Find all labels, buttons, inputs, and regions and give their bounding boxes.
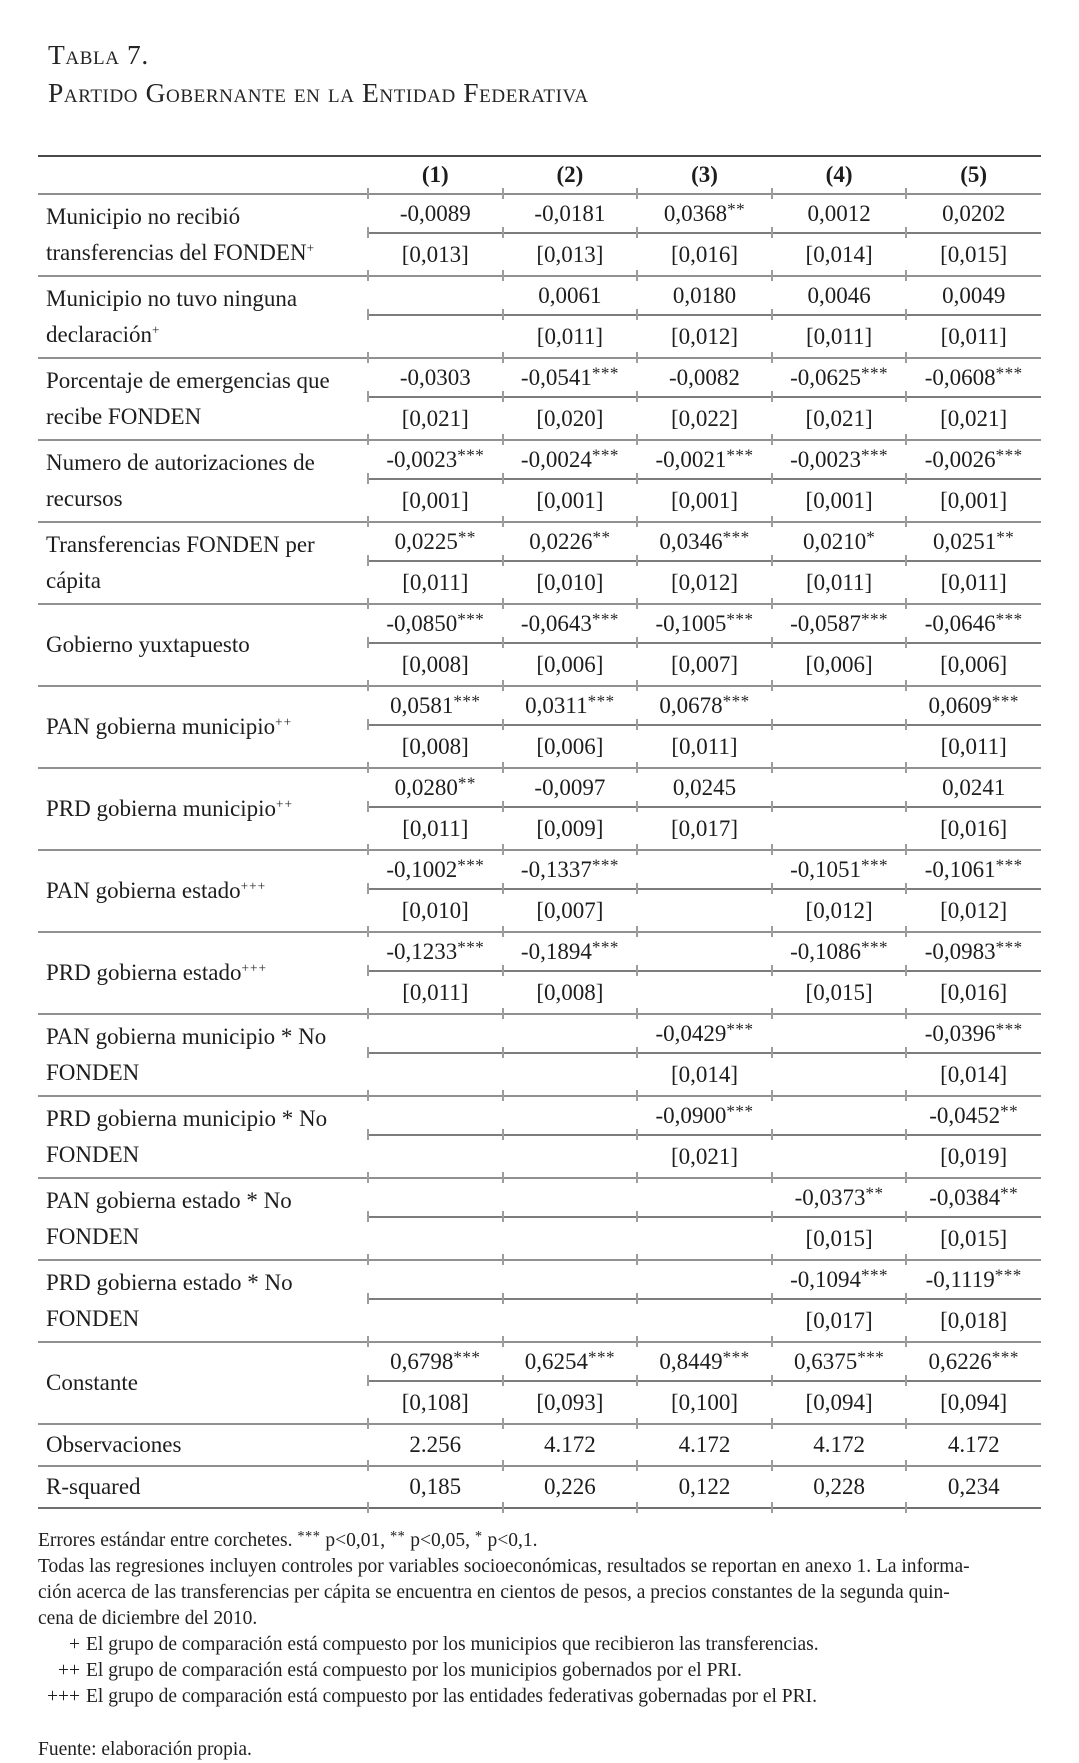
stderr-cell: [0,020] bbox=[503, 397, 638, 440]
significance-stars: * bbox=[866, 527, 876, 547]
coef-cell: 0,0180 bbox=[637, 276, 772, 315]
coefficient-row bbox=[38, 440, 1041, 479]
coef-cell: -0,0452** bbox=[906, 1096, 1041, 1135]
stderr-cell: [0,011] bbox=[906, 561, 1041, 604]
coef-cell: -0,1005*** bbox=[637, 604, 772, 643]
stderr-cell: [0,010] bbox=[503, 561, 638, 604]
summary-value-cell: 0,122 bbox=[637, 1466, 772, 1508]
significance-stars: *** bbox=[457, 445, 485, 465]
coef-cell: 0,0280** bbox=[368, 768, 503, 807]
coef-cell: -0,0429*** bbox=[637, 1014, 772, 1053]
significance-stars: *** bbox=[857, 1347, 885, 1367]
summary-value-cell: 0,226 bbox=[503, 1466, 638, 1508]
column-header-2: (2) bbox=[503, 156, 638, 194]
significance-stars: *** bbox=[591, 363, 619, 383]
significance-stars: *** bbox=[991, 691, 1019, 711]
stderr-cell: [0,013] bbox=[503, 233, 638, 276]
stderr-cell: [0,006] bbox=[906, 643, 1041, 686]
stderr-cell: [0,016] bbox=[906, 807, 1041, 850]
stderr-cell: [0,017] bbox=[637, 807, 772, 850]
stderr-cell bbox=[368, 1053, 503, 1096]
significance-stars: *** bbox=[726, 609, 754, 629]
stderr-cell: [0,001] bbox=[637, 479, 772, 522]
stderr-cell: [0,015] bbox=[772, 1217, 907, 1260]
stderr-cell: [0,021] bbox=[906, 397, 1041, 440]
coef-cell: 0,0241 bbox=[906, 768, 1041, 807]
significance-stars: *** bbox=[457, 937, 485, 957]
significance-stars: *** bbox=[591, 937, 619, 957]
significance-stars: *** bbox=[861, 609, 889, 629]
stderr-cell: [0,015] bbox=[772, 971, 907, 1014]
significance-stars: ** bbox=[1000, 1101, 1019, 1121]
coef-cell: -0,0023*** bbox=[772, 440, 907, 479]
row-label: Municipio no recibió transferencias del FONDEN+ bbox=[38, 194, 368, 276]
stderr-cell: [0,001] bbox=[772, 479, 907, 522]
coef-cell bbox=[503, 1178, 638, 1217]
coef-cell bbox=[772, 1014, 907, 1053]
significance-stars: *** bbox=[994, 1265, 1022, 1285]
row-label: Constante bbox=[38, 1342, 368, 1424]
stderr-cell: [0,008] bbox=[368, 643, 503, 686]
significance-stars: *** bbox=[861, 363, 889, 383]
coef-cell: 0,0581*** bbox=[368, 686, 503, 725]
row-label: PRD gobierna estado+++ bbox=[38, 932, 368, 1014]
coef-cell bbox=[368, 1014, 503, 1053]
stderr-cell: [0,012] bbox=[772, 889, 907, 932]
coef-cell: 0,6375*** bbox=[772, 1342, 907, 1381]
summary-value-cell: 2.256 bbox=[368, 1424, 503, 1466]
coef-cell: -0,0541*** bbox=[503, 358, 638, 397]
coef-cell: 0,0210* bbox=[772, 522, 907, 561]
label-superscript: ++ bbox=[275, 796, 294, 812]
significance-stars: *** bbox=[995, 445, 1023, 465]
coef-cell bbox=[772, 686, 907, 725]
stderr-cell: [0,100] bbox=[637, 1381, 772, 1424]
coef-cell: 0,0311*** bbox=[503, 686, 638, 725]
column-header-1: (1) bbox=[368, 156, 503, 194]
stderr-cell: [0,011] bbox=[368, 807, 503, 850]
significance-stars: ** bbox=[592, 527, 611, 547]
coef-cell bbox=[368, 1260, 503, 1299]
coef-cell: 0,0225** bbox=[368, 522, 503, 561]
significance-stars: *** bbox=[453, 1347, 481, 1367]
coef-cell: 0,0202 bbox=[906, 194, 1041, 233]
coef-cell: -0,1894*** bbox=[503, 932, 638, 971]
summary-value-cell: 4.172 bbox=[772, 1424, 907, 1466]
coef-cell: -0,1086*** bbox=[772, 932, 907, 971]
coef-cell: 0,0346*** bbox=[637, 522, 772, 561]
note-markers bbox=[38, 1632, 1041, 1710]
stderr-cell: [0,006] bbox=[503, 643, 638, 686]
summary-row bbox=[38, 1466, 1041, 1508]
significance-stars: *** bbox=[726, 445, 754, 465]
coefficient-row bbox=[38, 686, 1041, 725]
stderr-cell: [0,017] bbox=[772, 1299, 907, 1342]
summary-value-cell: 0,185 bbox=[368, 1466, 503, 1508]
coef-cell: -0,0373** bbox=[772, 1178, 907, 1217]
coef-cell: 0,6226*** bbox=[906, 1342, 1041, 1381]
coef-cell bbox=[503, 1096, 638, 1135]
row-label: PRD gobierna estado * No FONDEN bbox=[38, 1260, 368, 1342]
stderr-cell: [0,019] bbox=[906, 1135, 1041, 1178]
regression-table bbox=[38, 155, 1041, 1509]
coef-cell: -0,0023*** bbox=[368, 440, 503, 479]
summary-value-cell: 4.172 bbox=[637, 1424, 772, 1466]
coef-cell: 0,8449*** bbox=[637, 1342, 772, 1381]
summary-value-cell: 0,228 bbox=[772, 1466, 907, 1508]
significance-stars: *** bbox=[722, 691, 750, 711]
stderr-cell: [0,008] bbox=[368, 725, 503, 768]
stderr-cell: [0,001] bbox=[906, 479, 1041, 522]
stderr-cell bbox=[637, 889, 772, 932]
note-paragraph-line: Todas las regresiones incluyen controles por variables socioeconómicas, resultados se reportan en anexo 1. La informa- bbox=[38, 1556, 970, 1577]
coef-cell: 0,6254*** bbox=[503, 1342, 638, 1381]
note-marker-line bbox=[38, 1632, 1041, 1658]
coefficient-row bbox=[38, 194, 1041, 233]
stderr-cell: [0,006] bbox=[772, 643, 907, 686]
stderr-cell bbox=[368, 1135, 503, 1178]
coef-cell: 0,0368** bbox=[637, 194, 772, 233]
coef-cell: -0,0097 bbox=[503, 768, 638, 807]
stderr-cell: [0,011] bbox=[772, 315, 907, 358]
stderr-cell bbox=[637, 971, 772, 1014]
note-marker-line bbox=[38, 1684, 1041, 1710]
row-label: PAN gobierna estado+++ bbox=[38, 850, 368, 932]
stderr-cell: [0,015] bbox=[906, 1217, 1041, 1260]
stderr-cell bbox=[503, 1053, 638, 1096]
significance-stars: *** bbox=[722, 527, 750, 547]
note-paragraph-line: cena de diciembre del 2010. bbox=[38, 1608, 258, 1629]
note-marker-text: El grupo de comparación está compuesto por los municipios que recibieron las transferencias. bbox=[86, 1634, 819, 1655]
coefficient-row bbox=[38, 768, 1041, 807]
note-marker-symbol: ++ bbox=[58, 1660, 80, 1681]
coef-cell bbox=[637, 850, 772, 889]
stderr-cell: [0,006] bbox=[503, 725, 638, 768]
label-superscript: + bbox=[306, 240, 316, 256]
stderr-cell: [0,021] bbox=[772, 397, 907, 440]
coef-cell: -0,0181 bbox=[503, 194, 638, 233]
coef-cell: -0,1233*** bbox=[368, 932, 503, 971]
coef-cell: -0,0089 bbox=[368, 194, 503, 233]
coef-cell bbox=[637, 1260, 772, 1299]
stderr-cell: [0,008] bbox=[503, 971, 638, 1014]
significance-stars: *** bbox=[861, 937, 889, 957]
table-title bbox=[38, 36, 1041, 112]
significance-stars: ** bbox=[389, 1528, 406, 1545]
coef-cell: 0,0049 bbox=[906, 276, 1041, 315]
coefficient-row bbox=[38, 1096, 1041, 1135]
coef-cell: -0,0026*** bbox=[906, 440, 1041, 479]
table-caption: Partido Gobernante en la Entidad Federativa bbox=[48, 77, 589, 108]
significance-stars: *** bbox=[991, 1347, 1019, 1367]
summary-row bbox=[38, 1424, 1041, 1466]
stderr-cell: [0,012] bbox=[637, 315, 772, 358]
coef-cell: -0,0608*** bbox=[906, 358, 1041, 397]
significance-stars: *** bbox=[995, 1019, 1023, 1039]
significance-stars: ** bbox=[865, 1183, 884, 1203]
stderr-cell bbox=[503, 1299, 638, 1342]
stderr-cell: [0,016] bbox=[906, 971, 1041, 1014]
stderr-cell: [0,011] bbox=[906, 315, 1041, 358]
stderr-cell bbox=[772, 807, 907, 850]
significance-stars: *** bbox=[861, 855, 889, 875]
stderr-cell bbox=[772, 1053, 907, 1096]
row-label: Porcentaje de emergencias que recibe FONDEN bbox=[38, 358, 368, 440]
stderr-cell: [0,001] bbox=[503, 479, 638, 522]
coef-cell bbox=[368, 1096, 503, 1135]
stderr-cell: [0,022] bbox=[637, 397, 772, 440]
significance-stars: ** bbox=[457, 527, 476, 547]
row-label: Municipio no tuvo ninguna declaración+ bbox=[38, 276, 368, 358]
table-body bbox=[38, 194, 1041, 1508]
row-label: PRD gobierna municipio * No FONDEN bbox=[38, 1096, 368, 1178]
stderr-cell bbox=[637, 1299, 772, 1342]
coef-cell: 0,0012 bbox=[772, 194, 907, 233]
note-significance: Errores estándar entre corchetes. *** p<0,01, ** p<0,05, * p<0,1. bbox=[38, 1528, 538, 1551]
significance-stars: ** bbox=[1000, 1183, 1019, 1203]
header-empty-cell bbox=[38, 156, 368, 194]
coef-cell: 0,0251** bbox=[906, 522, 1041, 561]
row-label: Transferencias FONDEN per cápita bbox=[38, 522, 368, 604]
coefficient-row bbox=[38, 1260, 1041, 1299]
stderr-cell: [0,018] bbox=[906, 1299, 1041, 1342]
row-label: PAN gobierna municipio * No FONDEN bbox=[38, 1014, 368, 1096]
significance-stars: *** bbox=[995, 937, 1023, 957]
summary-label: R-squared bbox=[38, 1466, 368, 1508]
coef-cell: 0,6798*** bbox=[368, 1342, 503, 1381]
summary-value-cell: 0,234 bbox=[906, 1466, 1041, 1508]
significance-stars: ** bbox=[996, 527, 1015, 547]
stderr-cell: [0,094] bbox=[906, 1381, 1041, 1424]
stderr-cell bbox=[368, 1299, 503, 1342]
coef-cell: -0,0082 bbox=[637, 358, 772, 397]
stderr-cell: [0,012] bbox=[637, 561, 772, 604]
stderr-cell: [0,014] bbox=[637, 1053, 772, 1096]
coefficient-row bbox=[38, 522, 1041, 561]
stderr-cell bbox=[368, 315, 503, 358]
stderr-cell: [0,016] bbox=[637, 233, 772, 276]
coef-cell: 0,0226** bbox=[503, 522, 638, 561]
coef-cell: -0,0384** bbox=[906, 1178, 1041, 1217]
significance-stars: *** bbox=[591, 855, 619, 875]
row-label: PAN gobierna estado * No FONDEN bbox=[38, 1178, 368, 1260]
stderr-cell: [0,014] bbox=[772, 233, 907, 276]
coef-cell: 0,0061 bbox=[503, 276, 638, 315]
row-label: Numero de autorizaciones de recursos bbox=[38, 440, 368, 522]
label-superscript: +++ bbox=[240, 878, 267, 894]
stderr-cell: [0,011] bbox=[906, 725, 1041, 768]
stderr-cell: [0,021] bbox=[368, 397, 503, 440]
stderr-cell: [0,001] bbox=[368, 479, 503, 522]
coef-cell: -0,1051*** bbox=[772, 850, 907, 889]
coef-cell bbox=[772, 1096, 907, 1135]
significance-stars: ** bbox=[457, 773, 476, 793]
stderr-cell bbox=[503, 1135, 638, 1178]
note-marker-line bbox=[38, 1658, 1041, 1684]
label-superscript: +++ bbox=[241, 960, 268, 976]
note-marker-symbol: + bbox=[69, 1634, 80, 1655]
significance-stars: *** bbox=[457, 855, 485, 875]
stderr-cell bbox=[368, 1217, 503, 1260]
coef-cell: 0,0046 bbox=[772, 276, 907, 315]
header-row bbox=[38, 156, 1041, 194]
coefficient-row bbox=[38, 1178, 1041, 1217]
coefficient-row bbox=[38, 276, 1041, 315]
stderr-cell: [0,093] bbox=[503, 1381, 638, 1424]
stderr-cell: [0,015] bbox=[906, 233, 1041, 276]
summary-value-cell: 4.172 bbox=[503, 1424, 638, 1466]
significance-stars: *** bbox=[588, 1347, 616, 1367]
coef-cell: -0,0646*** bbox=[906, 604, 1041, 643]
stderr-cell: [0,009] bbox=[503, 807, 638, 850]
source-note: Fuente: elaboración propia. bbox=[38, 1739, 252, 1760]
coefficient-row bbox=[38, 850, 1041, 889]
stderr-cell: [0,011] bbox=[368, 561, 503, 604]
coef-cell: 0,0609*** bbox=[906, 686, 1041, 725]
stderr-cell bbox=[772, 1135, 907, 1178]
significance-stars: *** bbox=[861, 445, 889, 465]
stderr-cell bbox=[637, 1217, 772, 1260]
coef-cell: -0,0625*** bbox=[772, 358, 907, 397]
coef-cell bbox=[637, 1178, 772, 1217]
table-notes bbox=[38, 1528, 1041, 1763]
coef-cell bbox=[503, 1014, 638, 1053]
coef-cell: -0,0900*** bbox=[637, 1096, 772, 1135]
coef-cell: -0,0396*** bbox=[906, 1014, 1041, 1053]
stderr-cell: [0,007] bbox=[503, 889, 638, 932]
significance-stars: *** bbox=[726, 1101, 754, 1121]
coef-cell bbox=[637, 932, 772, 971]
summary-value-cell: 4.172 bbox=[906, 1424, 1041, 1466]
coef-cell bbox=[368, 1178, 503, 1217]
coefficient-row bbox=[38, 358, 1041, 397]
coef-cell bbox=[503, 1260, 638, 1299]
significance-stars: *** bbox=[726, 1019, 754, 1039]
note-marker-symbol: +++ bbox=[47, 1686, 80, 1707]
label-superscript: ++ bbox=[275, 714, 293, 730]
coef-cell: -0,0021*** bbox=[637, 440, 772, 479]
coef-cell bbox=[368, 276, 503, 315]
coef-cell: -0,0850*** bbox=[368, 604, 503, 643]
coef-cell: -0,1061*** bbox=[906, 850, 1041, 889]
coef-cell: -0,1119*** bbox=[906, 1260, 1041, 1299]
coef-cell: 0,0678*** bbox=[637, 686, 772, 725]
coef-cell bbox=[772, 768, 907, 807]
summary-label: Observaciones bbox=[38, 1424, 368, 1466]
stderr-cell: [0,011] bbox=[772, 561, 907, 604]
stderr-cell: [0,013] bbox=[368, 233, 503, 276]
significance-stars: *** bbox=[995, 363, 1023, 383]
coef-cell: -0,0024*** bbox=[503, 440, 638, 479]
significance-stars: *** bbox=[587, 691, 615, 711]
stderr-cell: [0,011] bbox=[637, 725, 772, 768]
coef-cell: -0,1337*** bbox=[503, 850, 638, 889]
stderr-cell: [0,007] bbox=[637, 643, 772, 686]
coef-cell: -0,1094*** bbox=[772, 1260, 907, 1299]
coef-cell: -0,0643*** bbox=[503, 604, 638, 643]
stderr-cell: [0,094] bbox=[772, 1381, 907, 1424]
table-header bbox=[38, 156, 1041, 194]
coef-cell: -0,0587*** bbox=[772, 604, 907, 643]
significance-stars: *** bbox=[453, 691, 481, 711]
significance-stars: *** bbox=[861, 1265, 889, 1285]
row-label: PAN gobierna municipio++ bbox=[38, 686, 368, 768]
coef-cell: 0,0245 bbox=[637, 768, 772, 807]
stderr-cell bbox=[772, 725, 907, 768]
coef-cell: -0,0303 bbox=[368, 358, 503, 397]
stderr-cell: [0,011] bbox=[368, 971, 503, 1014]
note-marker-text: El grupo de comparación está compuesto por los municipios gobernados por el PRI. bbox=[86, 1660, 742, 1681]
stderr-cell: [0,010] bbox=[368, 889, 503, 932]
significance-stars: *** bbox=[457, 609, 485, 629]
significance-stars: *** bbox=[995, 855, 1023, 875]
coefficient-row bbox=[38, 604, 1041, 643]
row-label: Gobierno yuxtapuesto bbox=[38, 604, 368, 686]
column-header-3: (3) bbox=[637, 156, 772, 194]
coef-cell: -0,1002*** bbox=[368, 850, 503, 889]
coefficient-row bbox=[38, 1342, 1041, 1381]
note-marker-text: El grupo de comparación está compuesto por las entidades federativas gobernadas por el PRI. bbox=[86, 1686, 818, 1707]
row-label: PRD gobierna municipio++ bbox=[38, 768, 368, 850]
coefficient-row bbox=[38, 932, 1041, 971]
column-header-4: (4) bbox=[772, 156, 907, 194]
label-superscript: + bbox=[151, 322, 161, 338]
significance-stars: *** bbox=[591, 445, 619, 465]
table-number: Tabla 7. bbox=[48, 39, 149, 70]
stderr-cell: [0,014] bbox=[906, 1053, 1041, 1096]
significance-stars: *** bbox=[722, 1347, 750, 1367]
note-paragraph-line: ción acerca de las transferencias per cápita se encuentra en cientos de pesos, a precios constantes de la segunda quin- bbox=[38, 1582, 950, 1603]
stderr-cell: [0,011] bbox=[503, 315, 638, 358]
stderr-cell: [0,108] bbox=[368, 1381, 503, 1424]
significance-stars: ** bbox=[727, 199, 746, 219]
significance-stars: *** bbox=[591, 609, 619, 629]
coef-cell: -0,0983*** bbox=[906, 932, 1041, 971]
significance-stars: *** bbox=[297, 1528, 321, 1545]
significance-stars: * bbox=[474, 1528, 483, 1545]
column-header-5: (5) bbox=[906, 156, 1041, 194]
stderr-cell: [0,021] bbox=[637, 1135, 772, 1178]
note-paragraph bbox=[38, 1554, 1041, 1632]
coefficient-row bbox=[38, 1014, 1041, 1053]
stderr-cell: [0,012] bbox=[906, 889, 1041, 932]
significance-stars: *** bbox=[995, 609, 1023, 629]
stderr-cell bbox=[503, 1217, 638, 1260]
